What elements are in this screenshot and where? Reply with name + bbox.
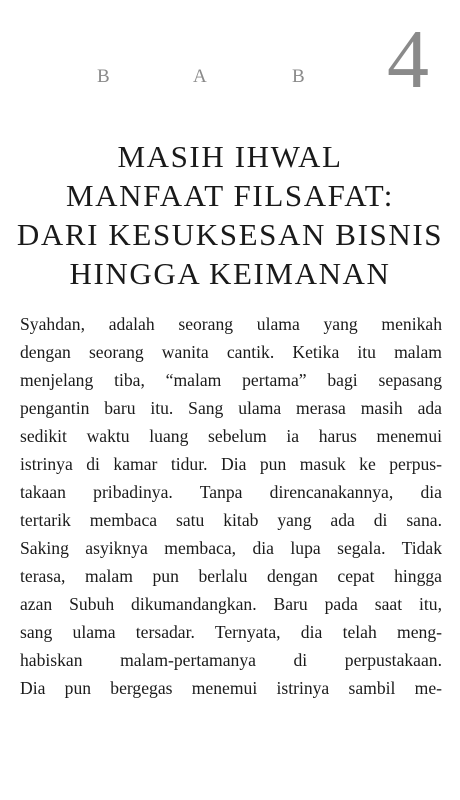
body-line: pengantin baru itu. Sang ulama merasa masih ada	[20, 398, 442, 418]
body-line: tertarik membaca satu kitab yang ada di sana.	[20, 510, 442, 530]
chapter-header	[0, 0, 460, 110]
chapter-title	[0, 137, 460, 293]
body-line: azan Subuh dikumandangkan. Baru pada saat itu,	[20, 594, 442, 614]
chapter-title-line: MANFAAT FILSAFAT:	[66, 178, 394, 213]
chapter-label-letter: B	[292, 66, 305, 87]
body-line: habiskan malam-pertamanya di perpustakaan.	[20, 650, 442, 670]
chapter-title-line: HINGGA KEIMANAN	[69, 256, 391, 291]
body-paragraph	[20, 310, 442, 702]
body-line: takaan pribadinya. Tanpa direncanakannya, dia	[20, 482, 442, 502]
body-line: Saking asyiknya membaca, dia lupa segala. Tidak	[20, 538, 442, 558]
chapter-title-line: MASIH IHWAL	[117, 139, 343, 174]
body-line: dengan seorang wanita cantik. Ketika itu malam	[20, 342, 442, 362]
body-line: terasa, malam pun berlalu dengan cepat hingga	[20, 566, 442, 586]
body-line: sang ulama tersadar. Ternyata, dia telah meng-	[20, 622, 442, 642]
chapter-label-letter: B	[97, 66, 110, 87]
body-line: Syahdan, adalah seorang ulama yang menikah	[20, 314, 442, 334]
chapter-label-letter: A	[193, 66, 207, 87]
body-line: Dia pun bergegas menemui istrinya sambil me-	[20, 678, 442, 698]
body-line: menjelang tiba, “malam pertama” bagi sepasang	[20, 370, 442, 390]
chapter-title-line: DARI KESUKSESAN BISNIS	[16, 217, 444, 252]
chapter-number: 4	[387, 13, 429, 106]
body-line: sedikit waktu luang sebelum ia harus menemui	[20, 426, 442, 446]
body-line: istrinya di kamar tidur. Dia pun masuk ke perpus-	[20, 454, 442, 474]
